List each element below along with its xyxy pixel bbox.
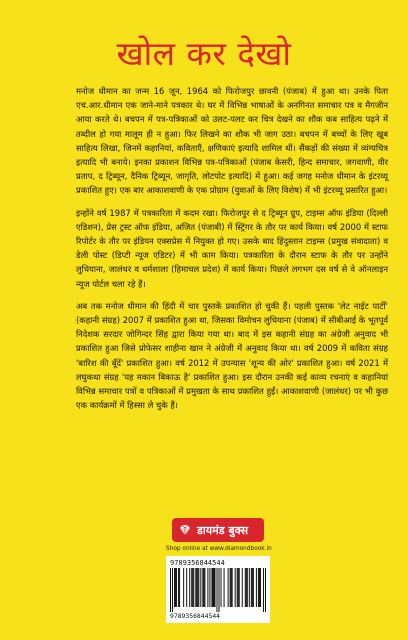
barcode-bar-3	[175, 568, 176, 607]
barcode-bar-28	[219, 568, 220, 612]
barcode-bar-43	[249, 568, 250, 607]
barcode-bar-51	[263, 568, 264, 612]
barcode-bar-6	[179, 568, 180, 607]
barcode-bar-50	[260, 568, 261, 607]
barcode-bar-1	[172, 568, 173, 612]
barcode-bar-11	[192, 568, 193, 607]
barcode-bar-24	[212, 568, 213, 607]
barcode-bar-8	[186, 568, 187, 607]
publisher-logo	[172, 518, 264, 542]
barcode-bar-13	[195, 568, 196, 607]
barcode-bar-26	[214, 568, 215, 607]
barcode-bar-15	[197, 568, 198, 607]
barcode-bar-17	[200, 568, 201, 607]
bio-paragraph-3: अब तक मनोज धीमान की हिंदी में चार पुस्तकें प्रकाशित हो चुकी हैं। पहली पुस्तक 'लेट नाईट पार्टी' (कहानी संग्रह) 2007 में प्रकाशित हुआ था, जिसका विमोचन लुधियाना (पंजाब) में सीबीआई के भूतपूर्व निदेशक सरदार जोगिन्दर सिंह द्वारा किया गया था। बाद में इस कहानी संग्रह का अंग्रेजी अनुवाद भी प्रकाशित हुआ जिसे प्रोफेसर शाहीना खान ने अंग्रेजी में अनुवाद किया था। वर्ष 2009 में कविता संग्रह 'बारिश की बूँदें' प्रकाशित हुआ। वर्ष 2012 में उपन्यास 'शून्य की ओर' प्रकाशित हुआ। वर्ष 2021 में लघुकथा संग्रह 'यह मकान बिकाऊ है' प्रकाशित हुआ। इस दौरान उनकी कई काव्य रचनाएं व कहानियां विभिन्न समाचार पत्रों व पत्रिकाओं में प्रमुखता के साथ प्रकाशित हुईं। आकाशवाणी (जालंधर) पर भी कुछ एक कार्यक्रमों में हिस्सा ले चुके हैं।	[76, 300, 388, 411]
barcode-bar-27	[216, 568, 217, 612]
isbn-barcode	[166, 556, 270, 623]
barcode-bar-5	[178, 568, 179, 607]
barcode-bar-41	[246, 568, 247, 607]
author-bio	[76, 84, 388, 420]
book-title: खोल कर देखो	[116, 34, 292, 73]
bio-paragraph-2: इन्होंने वर्ष 1987 में पत्रकारिता में कदम रखा। फिरोजपुर से द ट्रिब्यून ग्रुप, टाइम्स ऑफ इंडिया (दिल्ली एडिशन), प्रेस ट्रस्ट ऑफ इंडिया, अजित (पंजाबी) में स्ट्रिंगर के तौर पर कार्य किया। वर्ष 2000 में स्टाफ रिपोर्टर के तौर पर इंडियन एक्सप्रेस में नियुक्त हो गए। उसके बाद हिंदुस्तान टाइम्स (प्रमुख संवादाता) व डेली पोस्ट (डिप्टी न्यूज एडिटर) में भी काम किया। पत्रकारिता के दौरान स्टाफ के तौर पर उन्होंने लुधियाना, जालंधर व धर्मशाला (हिमाचल प्रदेश) में कार्य किया। पिछले लगभग दस वर्ष से वे ऑनलाइन न्यूज पोर्टल चला रहे हैं।	[76, 207, 388, 289]
barcode-bar-18	[202, 568, 203, 607]
barcode-bar-20	[204, 568, 205, 607]
barcode-bar-38	[239, 568, 240, 607]
barcode-bar-16	[198, 568, 199, 607]
barcode-bar-0	[170, 568, 171, 612]
barcode-bar-2	[174, 568, 175, 607]
barcode-bar-48	[258, 568, 259, 607]
barcode-bar-33	[231, 568, 232, 607]
isbn-number-bottom: 9789356844544	[170, 612, 221, 620]
barcode-bar-32	[230, 568, 231, 607]
barcode-bar-34	[232, 568, 233, 607]
barcode-bar-37	[238, 568, 239, 607]
barcode-bar-7	[183, 568, 184, 607]
barcode-bar-4	[176, 568, 177, 607]
barcode-bar-36	[237, 568, 238, 607]
barcode-bar-25	[213, 568, 214, 607]
barcode-bar-22	[209, 568, 210, 607]
barcode-bars	[170, 568, 266, 612]
barcode-bar-44	[251, 568, 252, 607]
barcode-bar-12	[193, 568, 194, 607]
barcode-bar-39	[242, 568, 243, 607]
barcode-bar-9	[189, 568, 190, 607]
isbn-number-top: 9789356844544	[170, 559, 225, 567]
bio-paragraph-1: मनोज धीमान का जन्म 16 जून, 1964 को फिरोजपुर छावनी (पंजाब) में हुआ था। उनके पिता एच.आर.धीमान एक जाने-माने पत्रकार थे। घर में विभिन्न भाषाओं के अनगिनत समाचार पत्र व मैगजीन आया करते थे। बचपन में पत्र-पत्रिकाओं को उलट-पलट कर चित्र देखने का शौक कब साहित्य पढ़ने में तब्दील हो गया मालूम ही न हुआ। फिर लिखने का शौक भी जाग उठा। बचपन में बच्चों के लिए खूब साहित्य लिखा, जिनमें कहानियां, कविताएँ, क्षणिकाएं इत्यादि शामिल थीं। सैंकड़ों की संख्या में व्यंग्यचित्र इत्यादि भी बनाये। इनका प्रकाशन विभिन्न पत्र-पत्रिकाओं (पंजाब केसरी, हिन्द समाचार, जगवाणी, वीर प्रताप, द ट्रिब्यून, दैनिक ट्रिब्यून, जागृति, लोटपोट इत्यादि) में हुआ। कई जगह मनोज धीमान के इंटरव्यू प्रकाशित हुए। एक बार आकाशवाणी के एक प्रोग्राम (युवाओं के लिए विशेष) में भी इंटरव्यू प्रसारित हुआ।	[76, 86, 388, 196]
barcode-bar-49	[259, 568, 260, 607]
barcode-bar-40	[245, 568, 246, 607]
shop-online-text: Shop online at www.diamondbook.in	[166, 546, 272, 552]
barcode-bar-47	[256, 568, 257, 607]
barcode-bar-46	[253, 568, 254, 607]
barcode-bar-30	[224, 568, 225, 607]
barcode-bar-21	[207, 568, 208, 607]
barcode-bar-19	[203, 568, 204, 607]
barcode-bar-52	[265, 568, 266, 612]
barcode-bar-31	[228, 568, 229, 607]
barcode-bar-10	[191, 568, 192, 607]
publisher-name: डायमंड बुक्स	[197, 523, 249, 537]
barcode-bar-29	[221, 568, 222, 607]
barcode-bar-42	[247, 568, 248, 607]
barcode-bar-14	[196, 568, 197, 607]
diamond-icon	[178, 523, 192, 537]
barcode-bar-45	[252, 568, 253, 607]
barcode-bar-23	[211, 568, 212, 607]
barcode-bar-35	[235, 568, 236, 607]
